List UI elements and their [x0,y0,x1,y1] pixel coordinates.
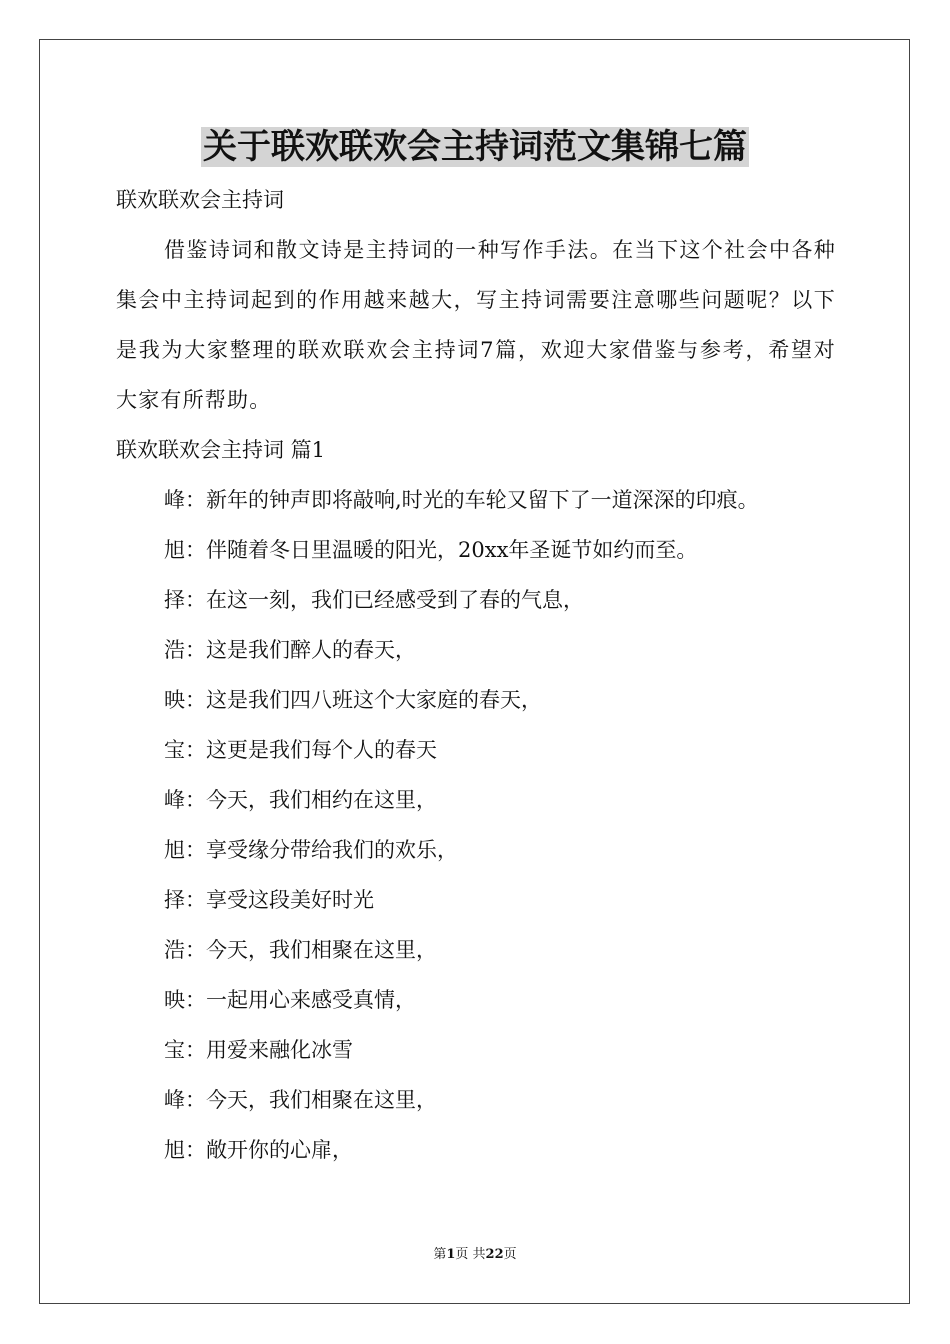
script-line: 峰：今天，我们相聚在这里， [164,1088,437,1112]
document-body [116,175,836,1175]
script-line: 峰：今天，我们相约在这里， [164,788,437,812]
script-line: 映：这是我们四八班这个大家庭的春天， [164,688,542,712]
script-line: 宝：这更是我们每个人的春天 [164,738,437,762]
script-line: 浩：今天，我们相聚在这里， [164,938,437,962]
page-footer [0,1245,950,1265]
script-line: 浩：这是我们醉人的春天， [164,638,416,662]
script-line: 旭：享受缘分带给我们的欢乐， [164,838,458,862]
footer-page-total: 22 [485,1247,504,1262]
script-line: 择：享受这段美好时光 [164,888,374,912]
script-line: 映：一起用心来感受真情， [164,988,416,1012]
footer-page-mid: 页 共 [455,1247,486,1262]
footer-page-current: 1 [446,1247,456,1262]
document-subtitle: 联欢联欢会主持词 [116,188,284,212]
script-line: 旭：伴随着冬日里温暖的阳光，20xx年圣诞节如约而至。 [164,538,698,562]
script-line: 峰：新年的钟声即将敲响,时光的车轮又留下了一道深深的印痕。 [164,488,759,512]
script-line: 择：在这一刻，我们已经感受到了春的气息， [164,588,584,612]
script-line: 宝：用爱来融化冰雪 [164,1038,353,1062]
footer-page-suffix: 页 [503,1247,517,1262]
section-heading: 联欢联欢会主持词 篇1 [116,438,326,462]
script-line: 旭：敞开你的心扉， [164,1138,353,1162]
footer-page-prefix: 第 [433,1247,447,1262]
document-title-text: 关于联欢联欢会主持词范文集锦七篇 [203,127,747,167]
document-title [0,124,950,170]
intro-paragraph: 借鉴诗词和散文诗是主持词的一种写作手法。在当下这个社会中各种集会中主持词起到的作用越来越大，写主持词需要注意哪些问题呢？以下是我为大家整理的联欢联欢会主持词7篇，欢迎大家借鉴与参考，希望对大家有所帮助。 [116,238,836,412]
